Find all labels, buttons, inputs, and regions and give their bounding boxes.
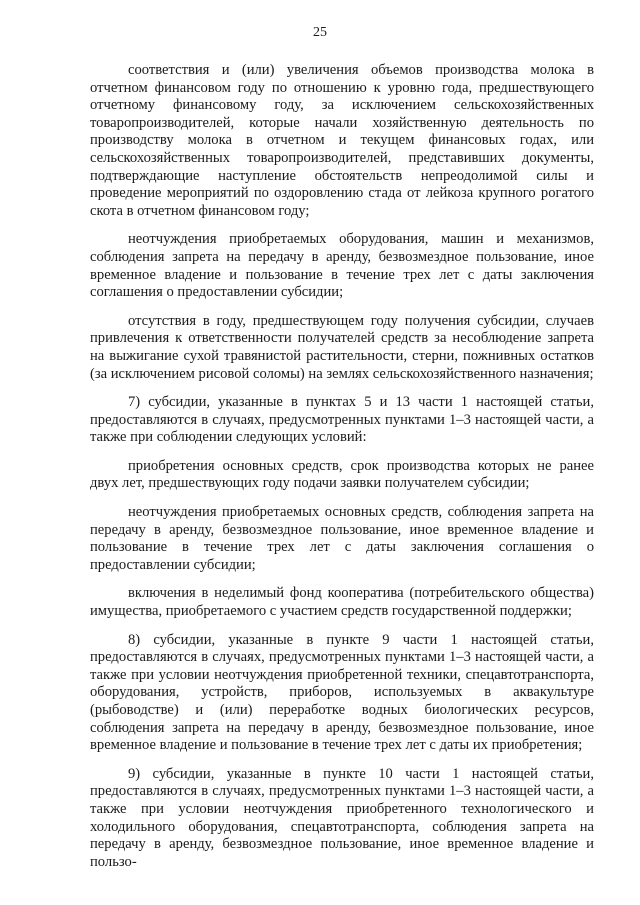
paragraph-item-7: 7) субсидии, указанные в пунктах 5 и 13 части 1 настоящей статьи, предоставляются в случаях, предусмотренных пунктами 1–3 настоящей части, а также при соблюдении следующих условий: [90, 394, 594, 446]
paragraph-milk-production-condition: соответствия и (или) увеличения объемов производства молока в отчетном финансовом году по отношению к уровню года, предшествующего отчетному финансовому году, за исключением сельскохозяйственных товаропроизводителей, которые начали хозяйственную деятельность по производству молока в отчетном и текущем финансовых годах, или сельскохозяйственных товаропроизводителей, представивших документы, подтверждающие наступление обстоятельств непреодолимой силы и проведение мероприятий по оздоровлению стада от лейкоза крупного рогатого скота в отчетном финансовом году; [90, 62, 594, 219]
paragraph-item-8: 8) субсидии, указанные в пункте 9 части 1 настоящей статьи, предоставляются в случаях, предусмотренных пунктами 1–3 настоящей части, а также при условии неотчуждения приобретенной техники, спецавтотранспорта, оборудования, устройств, приборов, используемых в аквакультуре (рыбоводстве) и (или) переработке водных биологических ресурсов, соблюдения запрета на передачу в аренду, безвозмездное пользование, иное временное владение и пользование в течение трех лет с даты их приобретения; [90, 631, 594, 754]
paragraph-burning-ban: отсутствия в году, предшествующем году получения субсидии, случаев привлечения к ответственности получателей средств за несоблюдение запрета на выжигание сухой травянистой растительности, стерни, пожнивных остатков (за исключением рисовой соломы) на землях сельскохозяйственного назначения; [90, 312, 594, 382]
paragraph-fixed-assets-non-alienation: неотчуждения приобретаемых основных средств, соблюдения запрета на передачу в аренду, безвозмездное пользование, иное временное владение и пользование в течение трех лет с даты заключения соглашения о предоставлении субсидии; [90, 504, 594, 573]
page-number: 25 [313, 25, 327, 40]
paragraph-fixed-assets-age: приобретения основных средств, срок производства которых не ранее двух лет, предшествующих году подачи заявки получателем субсидии; [90, 457, 594, 492]
paragraph-equipment-non-alienation: неотчуждения приобретаемых оборудования, машин и механизмов, соблюдения запрета на передачу в аренду, безвозмездное пользование, иное временное владение и пользование в течение трех лет с даты заключения соглашения о предоставлении субсидии; [90, 231, 594, 301]
paragraph-indivisible-fund: включения в неделимый фонд кооператива (потребительского общества) имущества, приобретаемого с участием средств государственной поддержки; [90, 585, 594, 620]
paragraph-item-9: 9) субсидии, указанные в пункте 10 части 1 настоящей статьи, предоставляются в случаях, предусмотренных пунктами 1–3 настоящей части, а также при условии неотчуждения приобретенного технологического и холодильного оборудования, спецавтотранспорта, соблюдения запрета на передачу в аренду, безвозмездное пользование, иное временное владение и пользо- [90, 765, 594, 870]
document-body [90, 62, 594, 882]
